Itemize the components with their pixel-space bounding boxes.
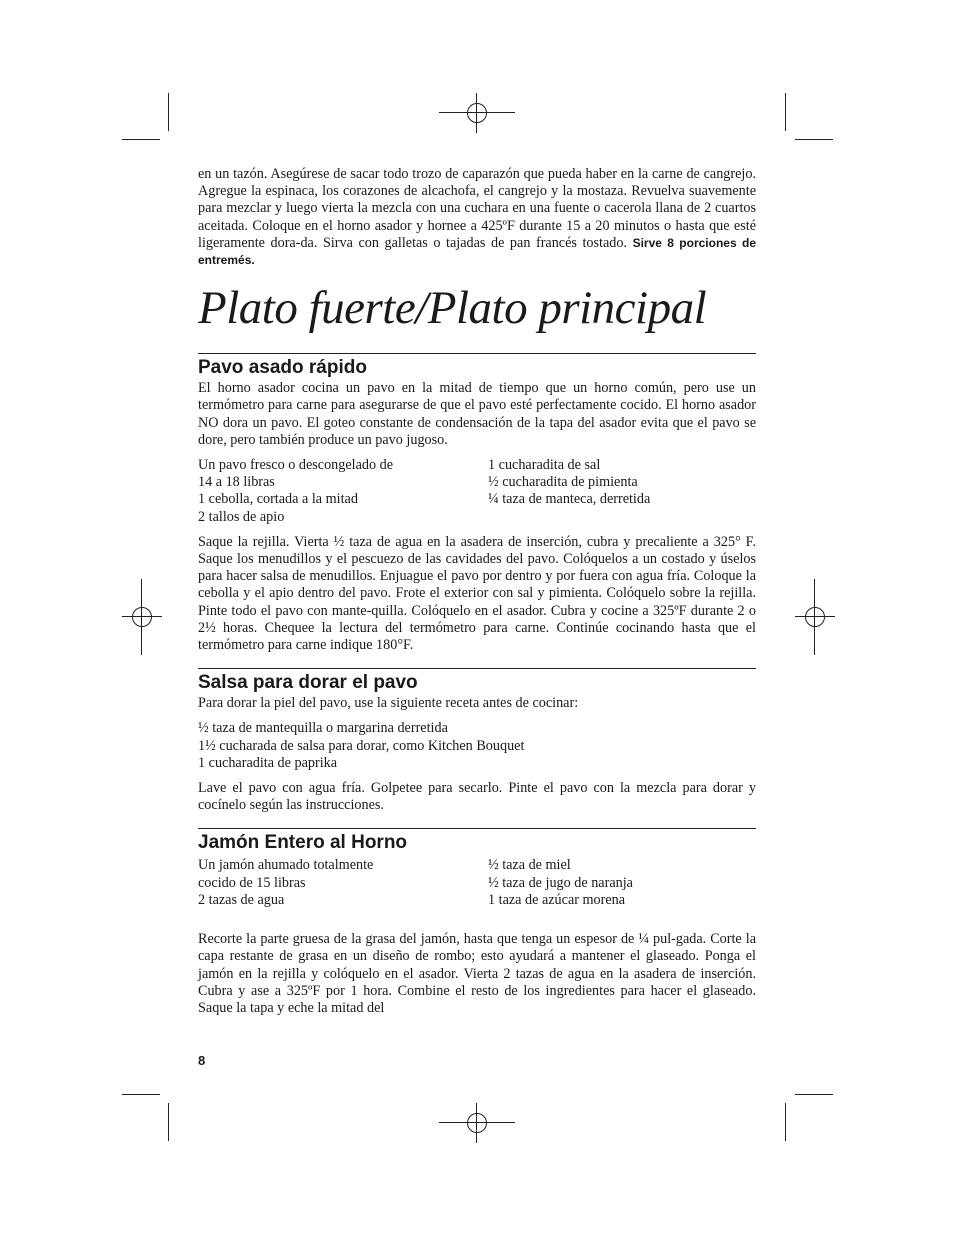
ingredient-item: 1 cucharadita de paprika xyxy=(198,754,338,771)
serving-note: Sirve 8 porciones de entremés. xyxy=(198,235,756,268)
crop-mark xyxy=(785,93,786,131)
ingredient-item: cocido de 15 libras xyxy=(198,874,306,891)
page-content xyxy=(198,166,756,1017)
ingredient-item: 2 tallos de apio xyxy=(198,508,285,525)
ingredient-list xyxy=(198,720,756,772)
recipe-directions: Lave el pavo con agua fría. Golpetee para secarlo. Pinte el pavo con la mezcla para dorar y cocínelo según las instrucciones. xyxy=(198,780,756,814)
registration-mark-icon xyxy=(795,579,835,655)
crop-mark xyxy=(168,1103,169,1141)
crop-mark xyxy=(795,1094,833,1095)
crop-mark xyxy=(122,139,160,140)
page-number: 8 xyxy=(198,1053,206,1068)
recipe-intro: Para dorar la piel del pavo, use la siguiente receta antes de cocinar: xyxy=(198,695,579,712)
crop-mark xyxy=(795,139,833,140)
registration-mark-icon xyxy=(122,579,162,655)
ingredient-item: 1 taza de azúcar morena xyxy=(488,891,626,908)
ingredient-item: 2 tazas de agua xyxy=(198,891,285,908)
recipe-title: Jamón Entero al Horno xyxy=(198,828,756,855)
ingredient-list xyxy=(198,457,756,526)
recipe-title: Salsa para dorar el pavo xyxy=(198,668,756,695)
ingredient-item: Un jamón ahumado totalmente xyxy=(198,857,374,874)
crop-mark xyxy=(168,93,169,131)
registration-mark-icon xyxy=(439,1103,515,1143)
ingredient-item: Un pavo fresco o descongelado de xyxy=(198,457,394,474)
ingredient-item: 1½ cucharada de salsa para dorar, como Kitchen Bouquet xyxy=(198,737,525,754)
ingredient-item: ½ taza de jugo de naranja xyxy=(488,874,633,891)
ingredient-item: ½ taza de mantequilla o margarina derretida xyxy=(198,720,448,737)
ingredient-item: ¼ taza de manteca, derretida xyxy=(488,491,651,508)
registration-mark-icon xyxy=(439,93,515,133)
recipe-directions: Saque la rejilla. Vierta ½ taza de agua en la asadera de inserción, cubra y precaliente a 325° F. Saque los menudillos y el pescuezo de las cavidades del pavo. Colóquelos a un costado y úselos para hacer salsa de menudillos. Enjuague el pavo por dentro y por fuera con agua fría. Coloque la cebolla y el apio dentro del pavo. Frote el exterior con sal y pimienta. Colóquelo sobre la rejilla. Pinte todo el pavo con mante-quilla. Colóquelo en el asador. Cubra y cocine a 325ºF durante 2 o 2½ horas. Chequee la lectura del termómetro para carne. Continúe cocinando hasta que el termómetro para carne indique 180°F. xyxy=(198,533,756,654)
chapter-title: Plato fuerte/Plato principal xyxy=(198,282,707,335)
recipe-directions: Recorte la parte gruesa de la grasa del jamón, hasta que tenga un espesor de ¼ pul-gada. Corte la capa restante de grasa en un diseño de rombo; esto ayudará a mantener el glaseado. Ponga el jamón en la rejilla y colóquelo en el asador. Vierta 2 tazas de agua en la asadera de inserción. Cubra y ase a 325ºF por 1 hora. Combine el resto de los ingredientes para hacer el glaseado. Saque la tapa y eche la mitad del xyxy=(198,931,756,1016)
recipe-title: Pavo asado rápido xyxy=(198,353,756,380)
intro-paragraph: en un tazón. Asegúrese de sacar todo trozo de caparazón que pueda haber en la carne de cangrejo. Agregue la espinaca, los corazones de alcachofa, el cangrejo y la mostaza. Revuelva suavemente para mezclar y luego vierta la mezcla con una cuchara en una fuente o cacerola llana de 2 cuartos aceitada. Coloque en el horno asador y hornee a 425ºF durante 15 a 20 minutos o hasta que esté ligeramente dora-da. Sirva con galletas o tajadas de pan francés tostado. Sirve 8 porciones de entremés. xyxy=(198,166,756,268)
ingredient-list xyxy=(198,857,756,909)
ingredient-item: 14 a 18 libras xyxy=(198,474,275,491)
ingredient-item: ½ cucharadita de pimienta xyxy=(488,474,638,491)
ingredient-item: ½ taza de miel xyxy=(488,857,571,874)
recipe-intro: El horno asador cocina un pavo en la mitad de tiempo que un horno común, pero use un termómetro para carne para asegurarse de que el pavo esté perfectamente cocido. El horno asador NO dora un pavo. El goteo constante de condensación de la tapa del asador evita que el pavo se dore, pero también produce un pavo jugoso. xyxy=(198,380,756,448)
ingredient-item: 1 cucharadita de sal xyxy=(488,457,601,474)
crop-mark xyxy=(785,1103,786,1141)
ingredient-item: 1 cebolla, cortada a la mitad xyxy=(198,491,358,508)
crop-mark xyxy=(122,1094,160,1095)
